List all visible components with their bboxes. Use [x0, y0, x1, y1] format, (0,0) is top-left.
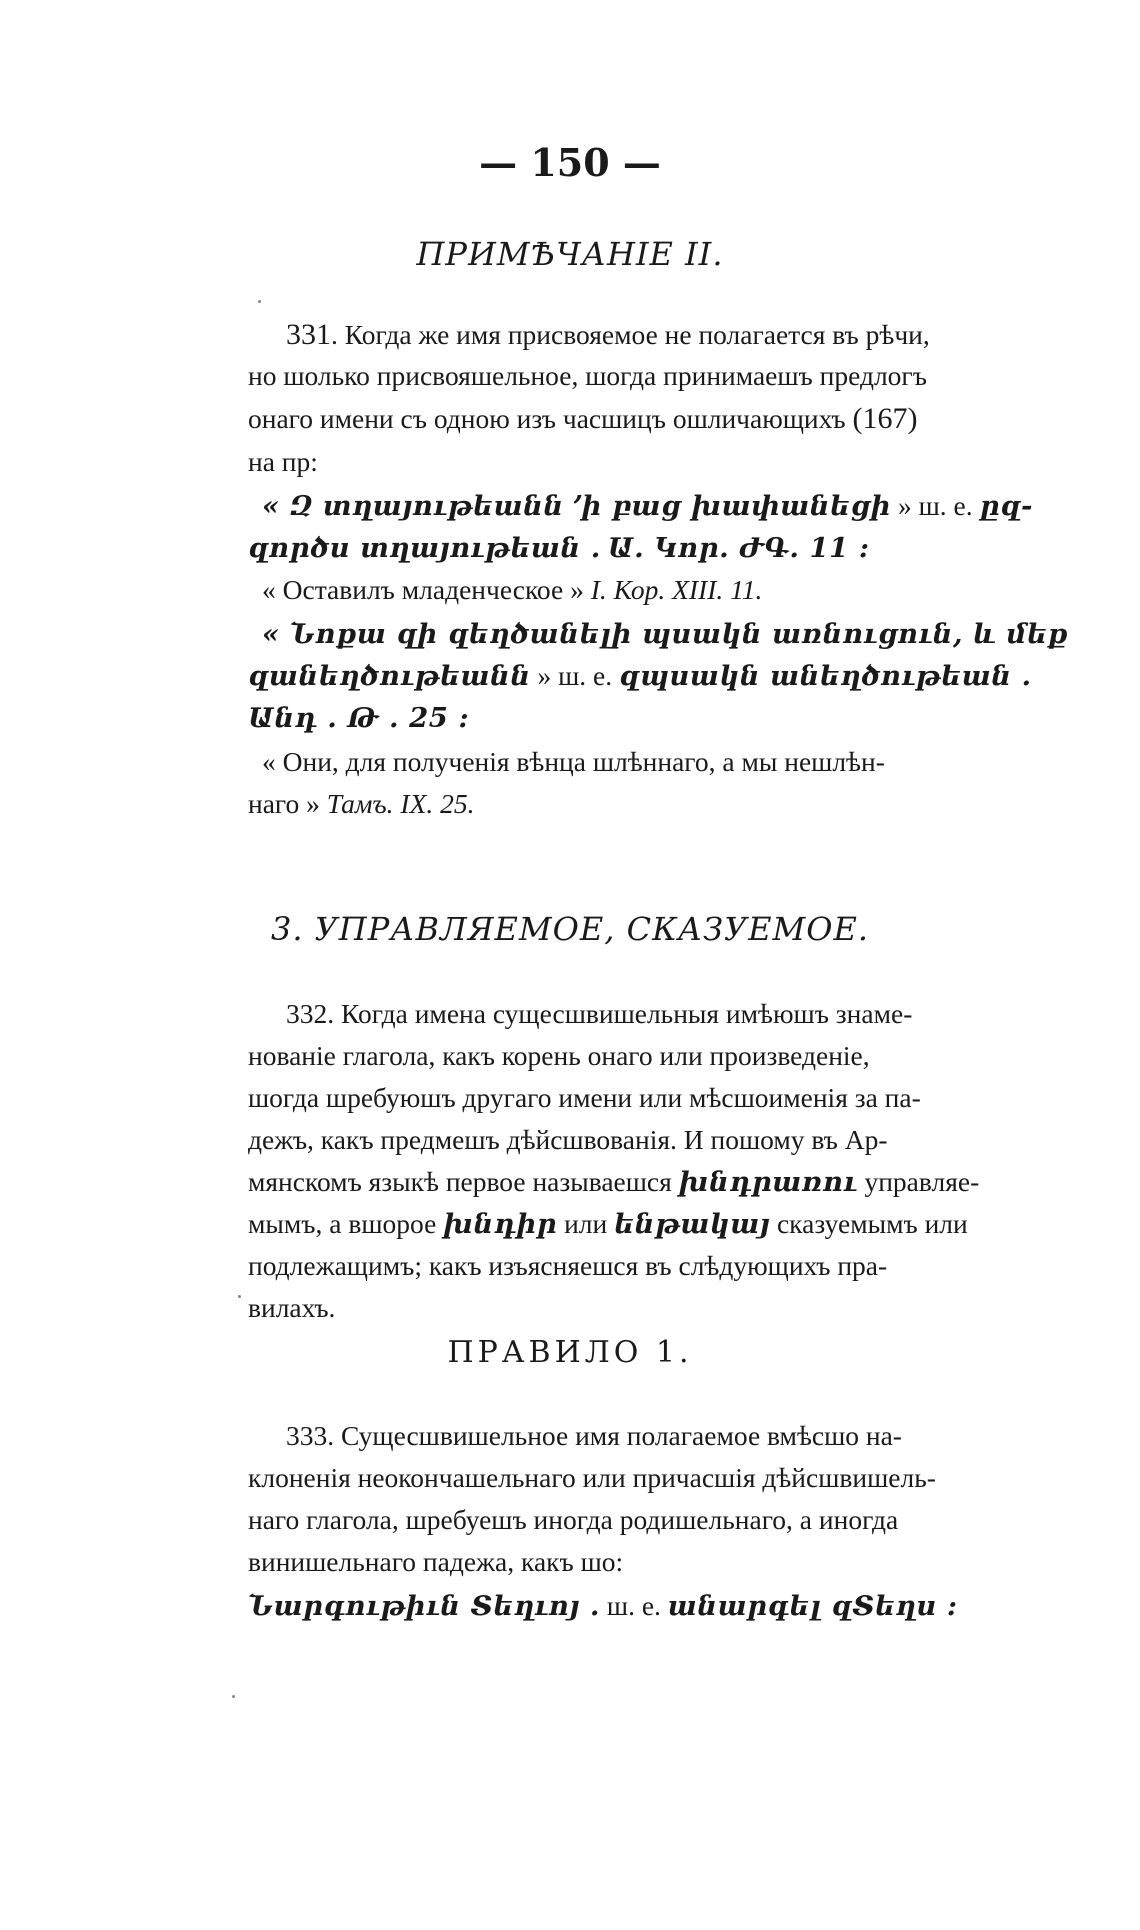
example1-armenian: « Զ տղայութեանն ՚ի բաց խափանեցի — [262, 490, 892, 522]
example2-line2 — [248, 660, 1032, 692]
para332-line2: нованіе глагола, какъ корень онаго или произведеніе, — [248, 1040, 870, 1071]
example2-line2-mid: » ш. е. — [537, 660, 613, 691]
para333-line5-mid: ш. е. — [606, 1590, 661, 1621]
para331-text: . Когда же имя присвояемое не полагается въ рѣчи, — [331, 319, 930, 350]
example1-ru-ref: I. Кор. XIII. 11. — [590, 574, 763, 605]
example2-line3 — [248, 702, 469, 734]
para332-line1: 332. Когда имена сущесшвишельныя имѣюшъ знаме- — [286, 998, 913, 1029]
example2-ru-line1: « Они, для полученія вѣнца шлѣннаго, а мы нешлѣн- — [262, 746, 885, 777]
para332-line6 — [248, 1208, 968, 1240]
para332-line7: подлежащимъ; какъ изъясняешся въ слѣдующихъ пра- — [248, 1250, 888, 1281]
para331-tail: на пр: — [248, 446, 318, 477]
para333-line2: клоненія неокончашельнаго или причасшія дѣйсшвишель- — [248, 1462, 936, 1493]
para331-line3: онаго имени съ одною изъ часшицъ ошличающихъ (167) — [248, 402, 918, 435]
para331-ref: (167) — [852, 402, 918, 435]
note-heading: ПРИМѢЧАНІЕ II. — [416, 235, 724, 273]
para332-line5-b: управляе- — [864, 1166, 980, 1197]
example2-line1-text: « Նոքա զի զեղծանելի պսակն առնուցուն, և մեք — [262, 618, 1069, 650]
example2-ru-ref: Тамъ. IX. 25. — [326, 788, 475, 819]
speck — [258, 300, 261, 303]
example1-line2-ref: Ա. Կոր. ԺԳ. 11 : — [607, 532, 870, 564]
section-heading: 3. УПРАВЛЯЕМОЕ, СКАЗУЕМОЕ. — [270, 910, 870, 948]
example1-line1 — [262, 490, 1033, 522]
example2-line1 — [262, 618, 1068, 650]
example1-ru-text: « Оставилъ младенческое » — [262, 574, 584, 605]
para332-line4: дежъ, какъ предмешъ дѣйсшвованія. И пошому въ Ар- — [248, 1124, 888, 1155]
para333-line5 — [248, 1590, 957, 1622]
page-number: — 150 — — [479, 140, 661, 185]
speck — [232, 1695, 235, 1698]
para332-line6-armenian1: խնդիր — [443, 1208, 558, 1240]
example2-line3-text: Անդ . Թ . 25 : — [248, 702, 470, 734]
example1-ru — [262, 574, 762, 606]
para331-line1 — [286, 318, 930, 352]
speck — [238, 1295, 241, 1298]
para333-line4: винишельнаго падежа, какъ шо: — [248, 1546, 624, 1577]
para332-line6-b: или — [564, 1208, 608, 1239]
para332-line8: вилахъ. — [248, 1292, 336, 1323]
example1-line2-armenian: զործս տղայութեան . — [248, 532, 601, 564]
example2-ru-line2 — [248, 788, 475, 820]
example1-line2 — [248, 532, 870, 564]
para331-number: 331 — [286, 318, 331, 351]
example2-ru-line2-text: наго » — [248, 788, 320, 819]
para332-line5-armenian: խնդրառու — [678, 1166, 858, 1198]
example1-translit-lead: » ш. е. — [897, 490, 973, 521]
para332-line6-c: сказуемымъ или — [776, 1208, 968, 1239]
para332-line5-a: мянскомъ языкѣ первое называешся — [248, 1166, 672, 1197]
example2-line2-armenian: զանեղծութեանն — [248, 660, 531, 692]
para333-line5-armenian2: անարգել զՏեղս : — [667, 1590, 958, 1622]
para332-line6-armenian2: ենթակայ — [614, 1208, 771, 1240]
para331-line2: но шолько присвояшельное, шогда принимаешъ предлогъ — [248, 360, 927, 391]
para332-line3: шогда шребуюшъ другаго имени или мѣсшоименія за па- — [248, 1082, 921, 1113]
para332-line5 — [248, 1166, 979, 1198]
para333-line5-armenian: Նարգութիւն Տեղւոյ . — [248, 1590, 601, 1622]
para333-line3: наго глагола, шребуешъ иногда родишельнаго, а иногда — [248, 1504, 899, 1535]
rule-heading: ПРАВИЛО 1. — [447, 1335, 693, 1370]
para332-line6-a: мымъ, а вшорое — [248, 1208, 437, 1239]
example1-armenian2: ըզ- — [979, 490, 1033, 522]
para333-line1: 333. Сущесшвишельное имя полагаемое вмѣсшо на- — [286, 1420, 902, 1451]
example2-line2-armenian2: զպսակն անեղծութեան . — [619, 660, 1032, 692]
